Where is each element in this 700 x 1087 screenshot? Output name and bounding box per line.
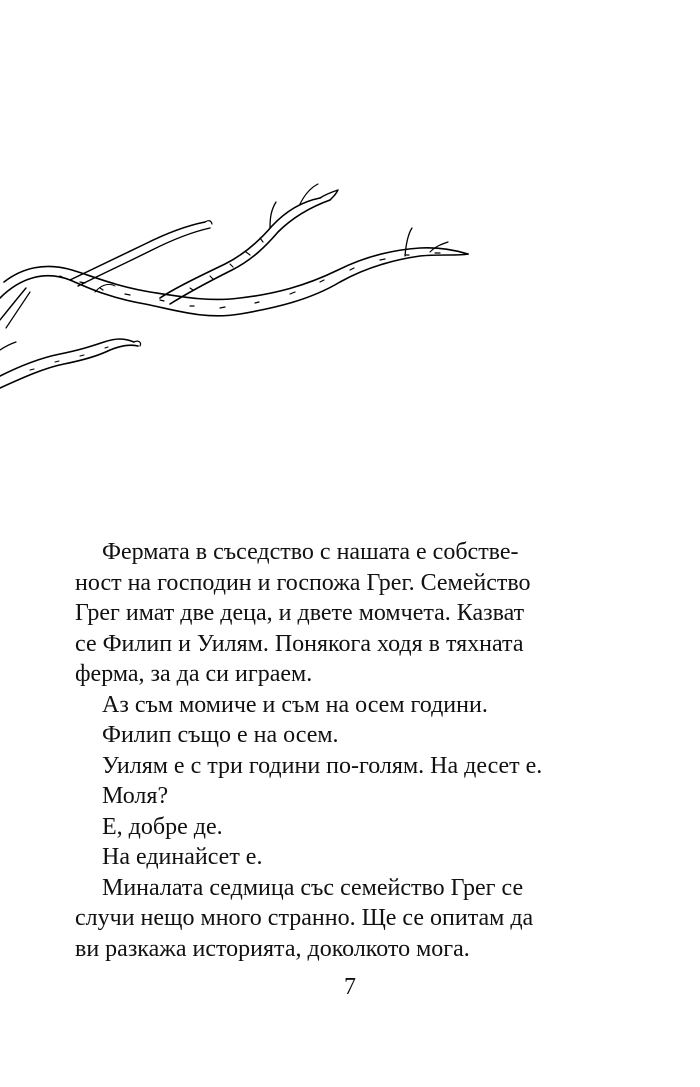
paragraph-1 bbox=[75, 537, 595, 690]
text-line: ност на господин и госпожа Грег. Семейство bbox=[75, 569, 531, 596]
text-line: Аз съм момиче и съм на осем години. bbox=[102, 691, 488, 718]
paragraph-4 bbox=[75, 751, 595, 782]
text-line: Грег имат две деца, и двете момчета. Казват bbox=[75, 600, 525, 626]
text-line: На единайсет е. bbox=[102, 844, 263, 870]
paragraph-7 bbox=[75, 842, 595, 873]
paragraph-6 bbox=[75, 812, 595, 843]
paragraph-8 bbox=[75, 873, 595, 965]
branch-drawing bbox=[0, 170, 480, 400]
page-number: 7 bbox=[344, 974, 356, 1000]
text-line: Моля? bbox=[102, 783, 169, 809]
text-line: Уилям е с три години по-голям. На десет е. bbox=[102, 752, 543, 779]
paragraph-2 bbox=[75, 690, 595, 721]
paragraph-3 bbox=[75, 720, 595, 751]
text-line: Миналата седмица със семейство Грег се bbox=[102, 874, 524, 901]
text-line: се Филип и Уилям. Понякога ходя в тяхната bbox=[75, 630, 524, 657]
text-line: ферма, за да си играем. bbox=[75, 661, 313, 687]
text-line: Фермата в съседство с нашата е собстве- bbox=[102, 539, 519, 565]
text-line: случи нещо много странно. Ще се опитам да bbox=[75, 905, 534, 931]
text-line: Е, добре де. bbox=[102, 813, 223, 840]
tree-branch-sketch-icon bbox=[0, 170, 480, 400]
paragraph-5 bbox=[75, 781, 595, 812]
story-text bbox=[75, 537, 595, 964]
text-line: Филип също е на осем. bbox=[102, 722, 339, 748]
text-line: ви разкажа историята, доколкото мога. bbox=[75, 935, 470, 962]
